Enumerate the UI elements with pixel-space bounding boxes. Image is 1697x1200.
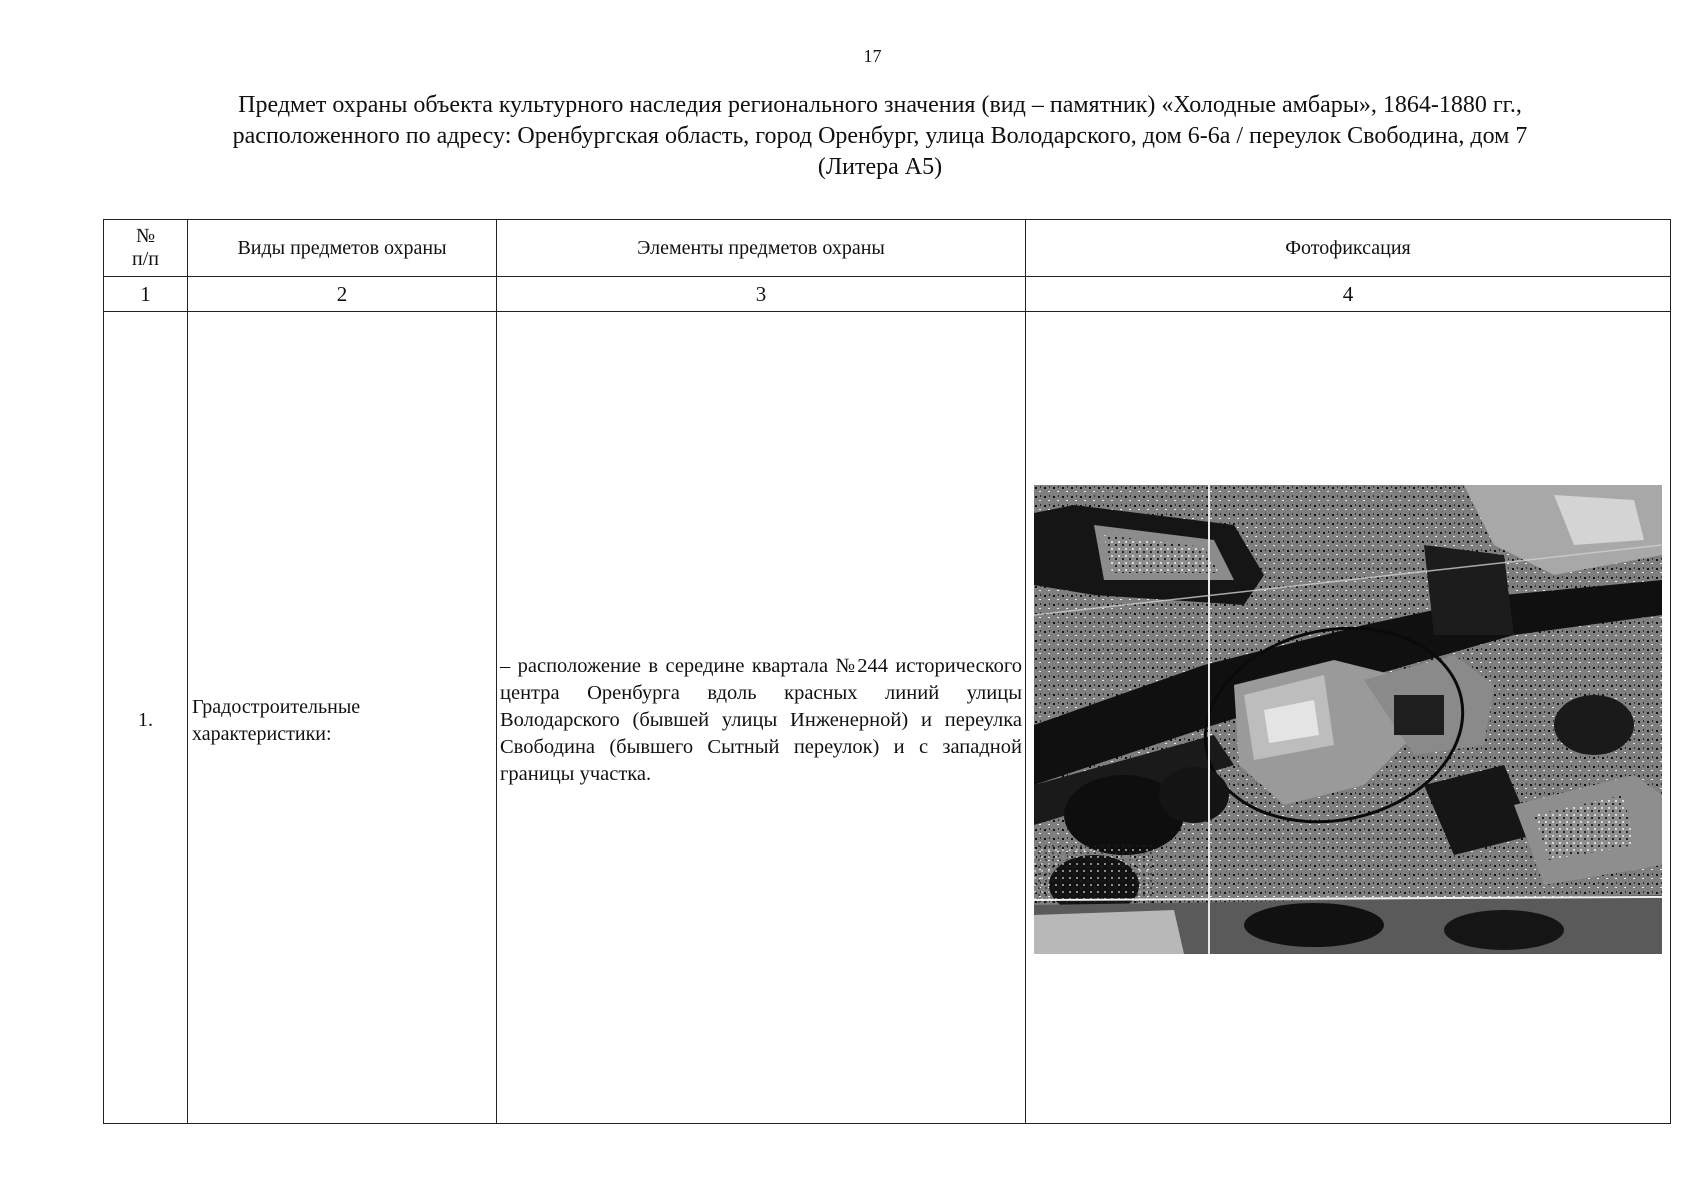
title-line-1: Предмет охраны объекта культурного наследия регионального значения (вид – памятник) «Холодные амбары», 1864-1880 гг., (238, 92, 1522, 118)
title-line-2: расположенного по адресу: Оренбургская область, город Оренбург, улица Володарского, дом 6-6а / переулок Свободина, дом 7 (232, 123, 1528, 149)
row-number: 1. (104, 312, 188, 1124)
protection-table (103, 219, 1671, 1124)
header-photo: Фотофиксация (1026, 220, 1671, 277)
column-number-1: 1 (104, 277, 188, 312)
header-kind: Виды предметов охраны (188, 220, 497, 277)
column-number-2: 2 (188, 277, 497, 312)
protection-kind-line-2: характеристики: (192, 722, 332, 745)
column-number-3: 3 (497, 277, 1026, 312)
protection-kind-line-1: Градостроительные (192, 695, 361, 718)
header-number-abbr: п/п (132, 248, 159, 270)
header-number-sign: № (135, 225, 156, 247)
photo-cell (1026, 312, 1671, 1124)
column-number-row (104, 277, 1671, 312)
header-elements: Элементы предметов охраны (497, 220, 1026, 277)
page-number: 17 (863, 46, 882, 66)
table-row (104, 312, 1671, 1124)
header-number (104, 220, 188, 277)
aerial-photo (1034, 485, 1662, 954)
protection-elements: – расположение в середине квартала №244 исторического центра Оренбурга вдоль красных линий улицы Володарского (бывшей улицы Инженерной) и переулка Свободина (бывшего Сытный переулок) и с западной границы участка. (497, 312, 1026, 1124)
protection-kind (188, 312, 497, 1124)
table-header-row (104, 220, 1671, 277)
column-number-4: 4 (1026, 277, 1671, 312)
title-line-3: (Литера А5) (817, 154, 943, 180)
document-title (95, 90, 1665, 183)
